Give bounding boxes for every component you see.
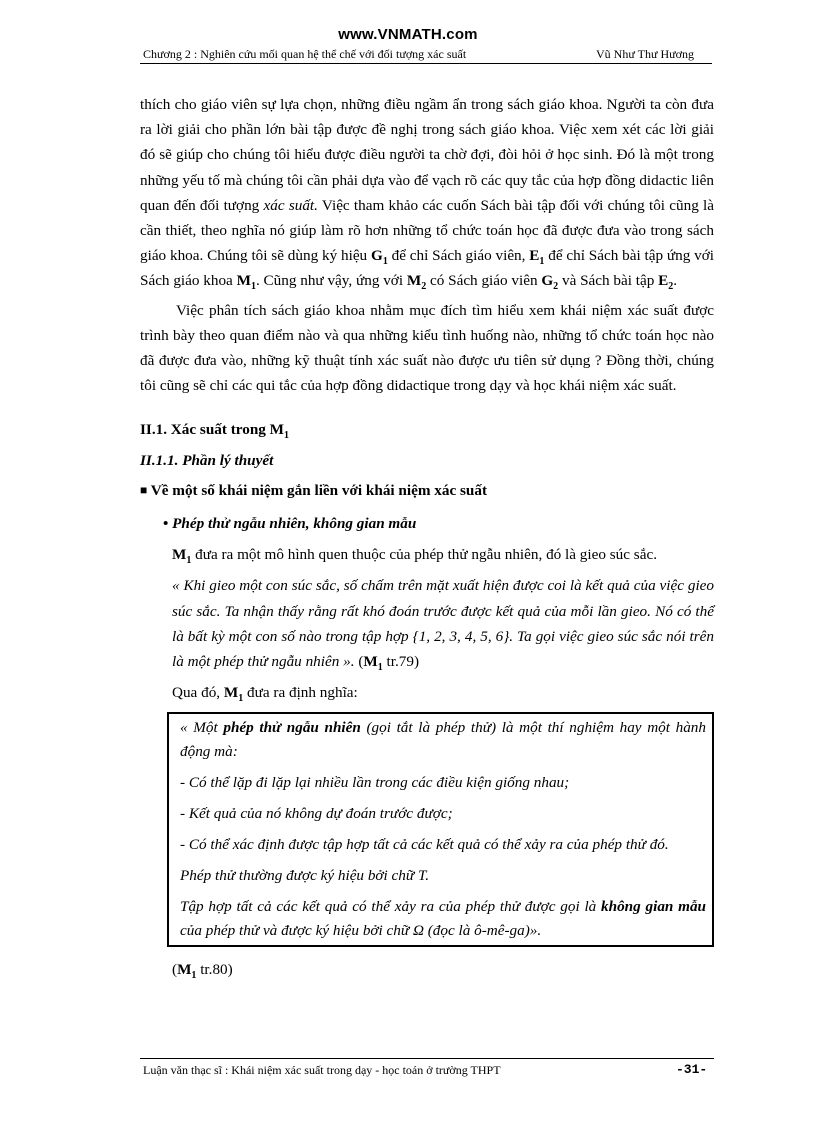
definition-item: - Có thể xác định được tập hợp tất cả các kết quả có thể xảy ra của phép thử đó. xyxy=(180,836,669,854)
paragraph-1: thích cho giáo viên sự lựa chọn, những điều ngầm ẩn trong sách giáo khoa. Người ta còn đưa ra lời giải cho phần lớn bài tập được đề nghị trong sách giáo khoa. Việc xem xét các lời giải đó sẽ giúp cho chúng tôi hiểu được điều người ta chờ đợi, đòi hỏi ở học sinh. Đó là một trong những yếu tố mà chúng tôi cần phải dựa vào để vạch rõ các quy tắc của hợp đồng didactic liên quan đến đối tượng xác suất. Việc tham khảo các cuốn Sách bài tập đối với chúng tôi cũng là cần thiết, theo nghĩa nó giúp làm rõ hơn những tổ chức toán học đã được đưa vào trong sách giáo khoa. Chúng tôi sẽ dùng ký hiệu $G_1$ để chỉ Sách giáo viên, $E_1$ để chỉ Sách bài tập ứng với Sách giáo khoa $M_1$. Cũng như vậy, ứng với $M_2$ có Sách giáo viên $G_2$ và Sách bài tập $E_2$. xyxy=(140,96,714,293)
source-reference: ($M_1$ tr.80) xyxy=(172,961,233,982)
subsection-heading: II.1.1. Phần lý thuyết xyxy=(140,451,274,469)
definition-line: « Một phép thử ngẫu nhiên (gọi tắt là phép thử) là một thí nghiệm hay một hành động mà: xyxy=(180,719,706,761)
running-header-chapter: Chương 2 : Nghiên cứu mối quan hệ thể chế với đối tượng xác suất xyxy=(143,47,467,61)
page-number: -31- xyxy=(676,1062,708,1077)
running-header-author: Vũ Như Thư Hương xyxy=(596,47,694,61)
header-rule xyxy=(140,63,712,64)
footer-thesis-title: Luận văn thạc sĩ : Khái niệm xác suất trong dạy - học toán ở trường THPT xyxy=(143,1063,501,1077)
definition-item: - Kết quả của nó không dự đoán trước được; xyxy=(180,805,453,823)
definition-box xyxy=(167,712,714,947)
page-content xyxy=(140,92,714,983)
topic-heading: ■ Về một số khái niệm gắn liền với khái niệm xác suất xyxy=(140,481,488,499)
footer-rule xyxy=(140,1058,714,1059)
site-url: www.VNMATH.com xyxy=(338,26,478,43)
definition-line: Phép thử thường được ký hiệu bởi chữ T. xyxy=(180,867,430,885)
definition-item: - Có thể lặp đi lặp lại nhiều lần trong các điều kiện giống nhau; xyxy=(180,774,570,792)
definition-line: Tập hợp tất cả các kết quả có thể xảy ra của phép thử được gọi là không gian mẫu của phép thử và được ký hiệu bởi chữ Ω (đọc là ô-mê-ga)». xyxy=(180,898,706,940)
bullet-heading: • Phép thử ngẫu nhiên, không gian mẫu xyxy=(163,515,417,533)
quote-dice: « Khi gieo một con súc sắc, số chấm trên mặt xuất hiện được coi là kết quả của việc gieo súc sắc. Ta nhận thấy rằng rất khó đoán trước được kết quả của mỗi lần gieo. Nó có thể là bất kỳ một con số nào trong tập hợp {1, 2, 3, 4, 5, 6}. Ta gọi việc gieo súc sắc nói trên là một phép thử ngẫu nhiên ». ($M_1$ tr.79) xyxy=(172,577,714,674)
square-bullet-icon: ■ xyxy=(140,482,148,497)
bullet-dot-icon: • xyxy=(163,515,169,533)
intro-line: $M_1$ đưa ra một mô hình quen thuộc của phép thử ngẫu nhiên, đó là gieo súc sắc. xyxy=(172,546,657,567)
section-heading: II.1. Xác suất trong $M_1$ xyxy=(140,421,289,442)
paragraph-2: Việc phân tích sách giáo khoa nhằm mục đích tìm hiểu xem khái niệm xác suất được trình bày theo quan điểm nào và qua những kiểu tình huống nào, những tổ chức toán học nào đã được đưa vào, những kỹ thuật tính xác suất nào được ưu tiên sử dụng ? Đồng thời, chúng tôi cũng sẽ chỉ các qui tắc của hợp đồng didactique trong dạy và học khái niệm xác suất. xyxy=(140,301,714,395)
definition-intro: Qua đó, $M_1$ đưa ra định nghĩa: xyxy=(172,684,358,705)
